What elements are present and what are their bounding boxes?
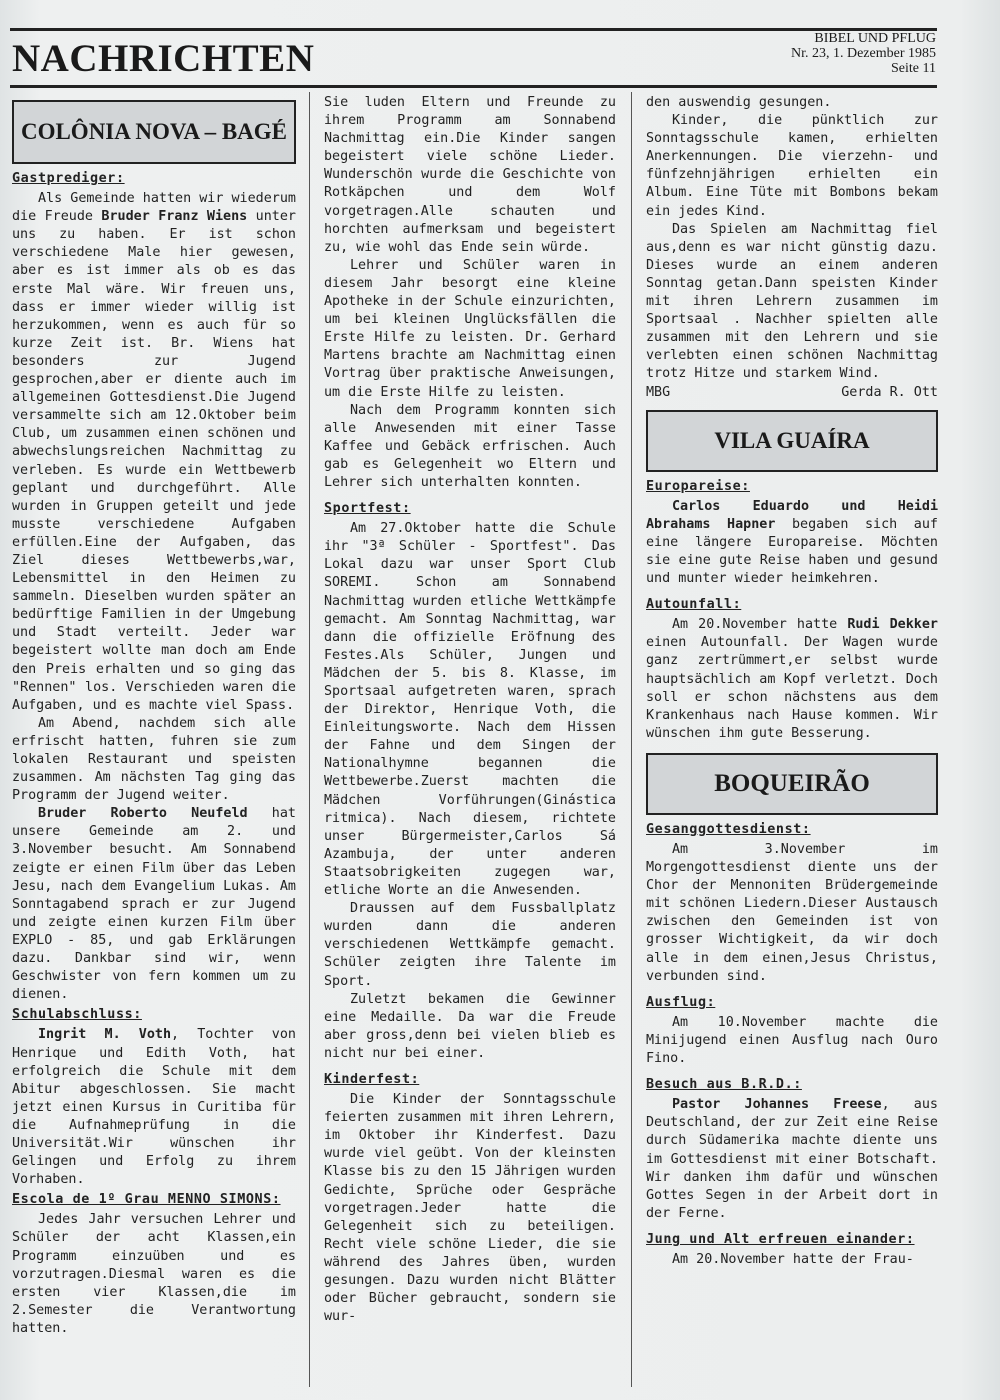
article-paragraph: Lehrer und Schüler waren in diesem Jahr besorgt eine kleine Apotheke in der Schule einzurichten, um bei kleinen Unglücksfällen die Erste Hilfe zu leisten. Dr. Gerhard Martens brachte am Nachmittag einen Vortrag über praktische Anweisungen, um die Erste Hilfe zu leisten. (324, 257, 616, 400)
subheading-besuch: Besuch aus B.R.D.: (646, 1077, 802, 1093)
article-paragraph: Die Kinder der Sonntagsschule feierten zusammen mit ihren Lehrern, im Oktober ihr Kinderfest. Dazu wurde viel geübt. Von der kleinsten Klasse bis zu den 15 Jährigen wurden Gedichte, Sprüche oder Gespräche vorgetragen.Jeder hatte die Gelegenheit sich zu beteiligen. Recht viele schöne Lieder, die sie während des Jahres üben, wurden gesungen. Dazu wurden nicht Blätter oder Bücher gebraucht, sondern sie wur- (324, 1092, 616, 1325)
article-paragraph: Pastor Johannes Freese, aus Deutschland, der zur Zeit eine Reise durch Südamerika machte diente uns im Gottesdienst mit einer Botschaft. Wir danken ihm dafür und wünschen Gottes Segen in der Arbeit dort in der Ferne. (646, 1097, 938, 1221)
article-paragraph: Am 10.November machte die Minijugend einen Ausflug nach Ouro Fino. (646, 1014, 938, 1067)
subheading-ausflug: Ausflug: (646, 994, 716, 1010)
person-name: Rudi Dekker (847, 617, 938, 633)
subheading-europareise: Europareise: (646, 478, 750, 494)
subheading-sportfest: Sportfest: (324, 501, 411, 517)
subheading-kinderfest: Kinderfest: (324, 1071, 420, 1087)
signature-initials: MBG (646, 384, 671, 400)
subheading-schulabschluss: Schulabschluss: (12, 1007, 142, 1023)
subheading-gastprediger: Gastprediger: (12, 171, 125, 186)
column-divider-1 (309, 92, 310, 1387)
person-name: Ingrit M. Voth (38, 1027, 172, 1043)
article-paragraph: Am 27.Oktober hatte die Schule ihr "3ª Schüler - Sportfest". Das Lokal dazu war unser Sport Club SOREMI. Schon am Sonnabend Nachmittag wurden etliche Wettkämpfe gemacht. Am Sonntag Nachmittag, war dann die offizielle Eröfnung des Festes.Als Schüler, Jungen und Mädchen der 5. bis 8. Klasse, im Sportsaal aufgetreten waren, sprach der Direktor, Henrique Voth, die Einleitungsworte. Nach dem Hissen der Fahne und dem Singen der Nationalhymne begannen die Wettbewerbe.Zuerst machten die Mädchen Vorführungen(Ginástica ritmica). Nach diesem, richtete unser Bürgermeister,Carlos Sá Azambuja, der unter anderen Staatsobrigkeiten zugegen war, etliche Worte an die Anwesenden. (324, 521, 616, 899)
column-1 (12, 94, 296, 1338)
person-name: Bruder Roberto Neufeld (38, 806, 248, 822)
subheading-gesanggottesdienst: Gesanggottesdienst: (646, 821, 811, 837)
subheading-jung-und-alt: Jung und Alt erfreuen einander: (646, 1231, 915, 1247)
column-2 (324, 94, 616, 1326)
article-paragraph: Am 20.November hatte der Frau- (672, 1251, 914, 1267)
article-paragraph: Sie luden Eltern und Freunde zu ihrem Programm am Sonnabend Nachmittag ein.Die Kinder sangen begeistert viele schöne Lieder. Wunderschön wurde die Geschichte von Rotkäpchen und dem Wolf vorgetragen.Alle schauten und horchten aufmerksam und begeistert zu, wie wohl das Ende sein würde. (324, 95, 616, 255)
subheading-autounfall: Autounfall: (646, 597, 742, 613)
section-heading-vila-guaira: VILA GUAÍRA (646, 410, 938, 472)
publication-name: BIBEL UND PFLUG (814, 31, 936, 46)
column-3 (646, 94, 938, 1269)
article-paragraph: Am 3.November im Morgengottesdienst diente uns der Chor der Mennoniten Brüdergemeinde mit schönen Liedern.Dieser Austausch zwischen den Gemeinden ist von grosser Wichtigkeit, da wir doch alle in dem einen,Jesus Christus, verbunden sind. (646, 842, 938, 984)
article-paragraph: Kinder, die pünktlich zur Sonntagsschule kamen, erhielten Anerkennungen. Die vierzehn- und fünfzehnjährigen erhielten ein Album. Eine Tüte mit Bombons bekam ein jedes Kind. (646, 113, 938, 219)
article-paragraph: Das Spielen am Nachmittag fiel aus,denn es war nicht günstig dazu. Dieses wurde an einem anderen Sonntag getan.Dann speisten Kinder mit ihren Lehrern zusammen im Sportsaal . Nachher spielten alle zusammen mit den Lehrern und sie verlebten einen schönen Nachmittag trotz Hitze und starkem Wind. (646, 221, 938, 382)
article-paragraph: Jedes Jahr versuchen Lehrer und Schüler der acht Klassen,ein Programm einzuüben und es vorzutragen.Diesmal waren es die ersten vier Klassen,die im 2.Semester die Verantwortung hatten. (12, 1212, 296, 1336)
article-paragraph: Nach dem Programm konnten sich alle Anwesenden mit einer Tasse Kaffee und Gebäck erfrischen. Auch gab es Gelegenheit wo Eltern und Lehrer sich unterhalten konnten. (324, 402, 616, 490)
person-name: Carlos Eduardo und Heidi Abrahams Hapner (646, 498, 938, 532)
article-paragraph: Draussen auf dem Fussballplatz wurden dann die anderen verschiedenen Wettkämpfe gemacht. Schüler zeigten ihre Talente im Sport. (324, 901, 616, 989)
author-signature (646, 384, 938, 402)
article-paragraph: Zuletzt bekamen die Gewinner eine Medaille. Da war die Freude aber gross,denn bei vielen blieb es nicht nur bei einer. (324, 991, 616, 1061)
publication-info (791, 31, 936, 76)
issue-date: Nr. 23, 1. Dezember 1985 (790, 46, 936, 61)
article-paragraph: Am Abend, nachdem sich alle erfrischt hatten, fuhren sie zum lokalen Restaurant und speisten zusammen. Am nächsten Tag ging das Programm der Jugend weiter. (12, 715, 296, 804)
section-heading-boqueirao: BOQUEIRÃO (646, 753, 938, 815)
column-divider-2 (631, 92, 632, 1387)
article-paragraph: Als Gemeinde hatten wir wiederum die Freude Bruder Franz Wiens unter uns zu haben. Er ist schon verschiedene Male hier gewesen, aber es ist immer als ob es das erste Mal wäre. Wir freuen uns, dass er immer wieder willig ist herzukommen, wenn es auch für so kurze Zeit ist. Br. Wiens hat besonders zur Jugend gesprochen,aber er diente auch im allgemeinen Gottesdienst.Die Jugend versammelte sich am 12.Oktober beim Club, um zusammen einen schönen und abwechslungsreichen Nachmittag zu verleben. Es wurde ein Wettbewerb geplant und durchgeführt. Alle wurden in Gruppen geteilt und jede musste verschiedene Aufgaben erfüllen.Eine der Aufgaben, das Ziel dieses Wettbewerbs,war, Lebensmittel in den Heimen zu sammeln. Dieselben wurden später an bedürftige Familien in der Umgebung und Stadt verteilt. Jeder war begeistert wollte man doch am Ende den Preis erhalten und so ging das "Rennen" los. Verschieden waren die Aufgaben, und es machte viel Spass. (12, 191, 296, 713)
article-paragraph: den auswendig gesungen. (646, 95, 832, 110)
section-heading-colonia-nova: COLÔNIA NOVA – BAGÉ (12, 100, 296, 164)
page-number: Seite 11 (891, 61, 936, 76)
article-paragraph: Am 20.November hatte Rudi Dekker einen Autounfall. Der Wagen wurde ganz zertrümmert,er selbst wurde hauptsächlich am Kopf verletzt. Doch soll er schon nächstens aus dem Krankenhaus nach Hause kommen. Wir wünschen ihm gute Besserung. (646, 617, 938, 741)
person-name: Bruder Franz Wiens (101, 209, 248, 225)
signature-author: Gerda R. Ott (841, 384, 938, 400)
header-rule-bottom (10, 85, 937, 88)
masthead-title: NACHRICHTEN (12, 37, 315, 80)
article-paragraph: Carlos Eduardo und Heidi Abrahams Hapner begaben sich auf eine längere Europareise. Möchten sie eine gute Reise haben und gesund und munter wieder heimkehren. (646, 498, 938, 587)
person-name: Pastor Johannes Freese (672, 1097, 882, 1113)
article-paragraph: Ingrit M. Voth, Tochter von Henrique und Edith Voth, hat erfolgreich die Schule mit dem Abitur abgeschlossen. Sie macht jetzt einen Kursus in Curitiba für die Aufnahmeprüfung in die Universität.Wir wünschen ihr Gelingen und Erfolg zu ihrem Vorhaben. (12, 1027, 296, 1188)
subheading-escola: Escola de 1º Grau MENNO SIMONS: (12, 1192, 281, 1208)
article-paragraph: Bruder Roberto Neufeld hat unsere Gemeinde am 2. und 3.November besucht. Am Sonnabend zeigte er einen Film über das Leben Jesu, nach dem Evangelium Lukas. Am Sonntagabend sprach er zur Jugend und zeigte einen kurzen Film über EXPLO - 85, und gab Erklärungen dazu. Dankbar sind wir, wenn Geschwister von fern kommen um zu dienen. (12, 806, 296, 1003)
